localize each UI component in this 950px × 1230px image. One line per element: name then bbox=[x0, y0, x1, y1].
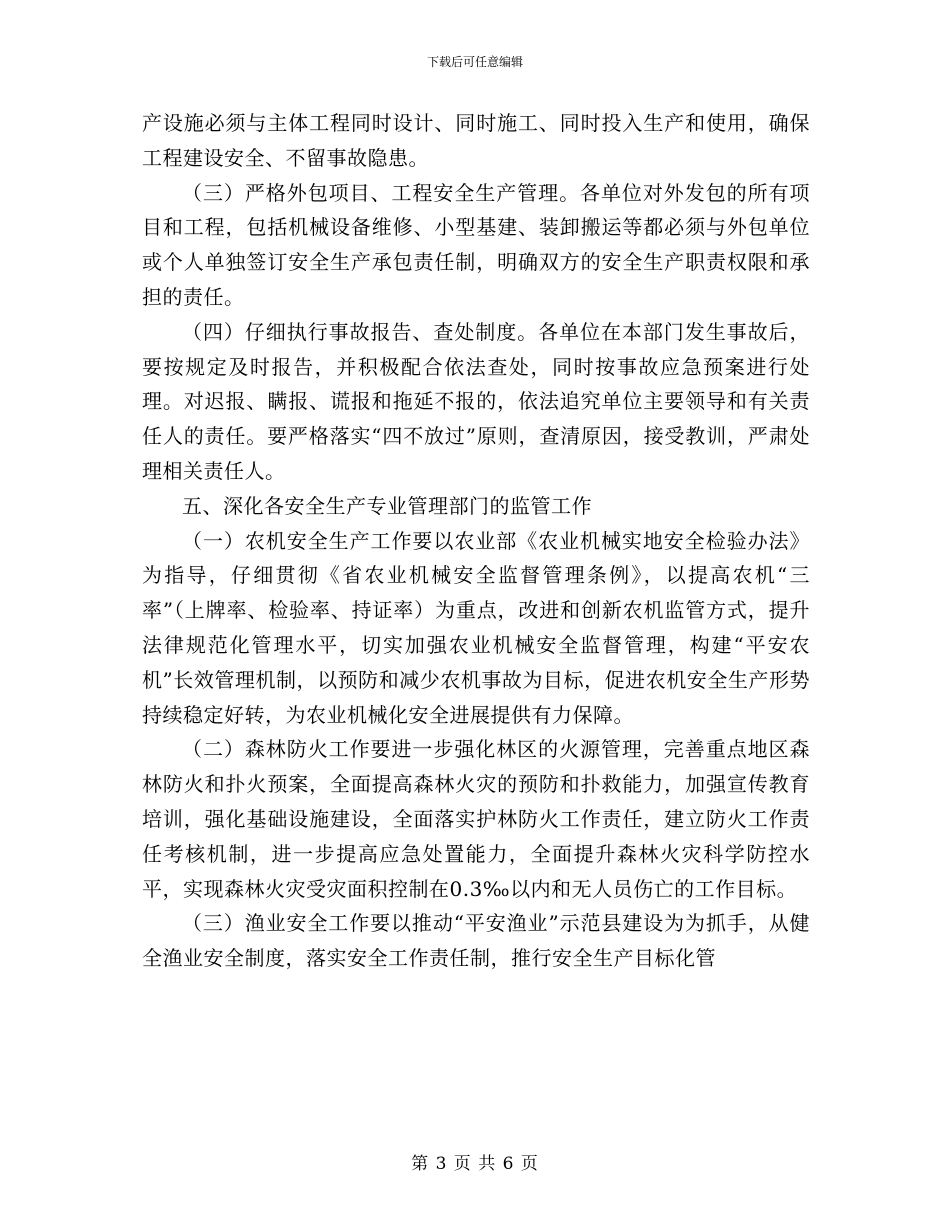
document-body bbox=[142, 106, 810, 976]
paragraph-accident-reporting: （四）仔细执行事故报告、查处制度。各单位在本部门发生事故后，要按规定及时报告，并积极配合依法查处，同时按事故应急预案进行处理。对迟报、瞒报、谎报和拖延不报的，依法追究单位主要领导和有关责任人的责任。要严格落实“四不放过”原则，查清原因，接受教训，严肃处理相关责任人。 bbox=[142, 319, 810, 483]
page-number-footer: 第 3 页 共 6 页 bbox=[411, 1154, 539, 1174]
paragraph-continuation: 产设施必须与主体工程同时设计、同时施工、同时投入生产和使用，确保工程建设安全、不留事故隐患。 bbox=[142, 111, 810, 170]
paragraph-farm-machinery: （一）农机安全生产工作要以农业部《农业机械实地安全检验办法》为指导，仔细贯彻《省农业机械安全监督管理条例》，以提高农机“三率”（上牌率、检验率、持证率）为重点，改进和创新农机监管方式，提升法律规范化管理水平，切实加强农业机械安全监督管理，构建“平安农机”长效管理机制，以预防和减少农机事故为目标，促进农机安全生产形势持续稳定好转，为农业机械化安全进展提供有力保障。 bbox=[142, 528, 810, 727]
paragraph-fishery-safety: （三）渔业安全工作要以推动“平安渔业”示范县建设为为抓手，从健全渔业安全制度，落实安全工作责任制，推行安全生产目标化管 bbox=[142, 911, 810, 971]
paragraph-forest-fire: （二）森林防火工作要进一步强化林区的火源管理，完善重点地区森林防火和扑火预案，全面提高森林火灾的预防和扑救能力，加强宣传教育培训，强化基础设施建设，全面落实护林防火工作责任，建立防火工作责任考核机制，进一步提高应急处置能力，全面提升森林火灾科学防控水平，实现森林火灾受灾面积控制在0.3‰以内和无人员伤亡的工作目标。 bbox=[142, 737, 810, 901]
paragraph-outsourcing-management: （三）严格外包项目、工程安全生产管理。各单位对外发包的所有项目和工程，包括机械设备维修、小型基建、装卸搬运等都必须与外包单位或个人单独签订安全生产承包责任制，明确双方的安全生产职责权限和承担的责任。 bbox=[142, 180, 810, 309]
section-heading-five: 五、深化各安全生产专业管理部门的监管工作 bbox=[182, 493, 592, 518]
page-header: 下载后可任意编辑 bbox=[426, 55, 523, 69]
